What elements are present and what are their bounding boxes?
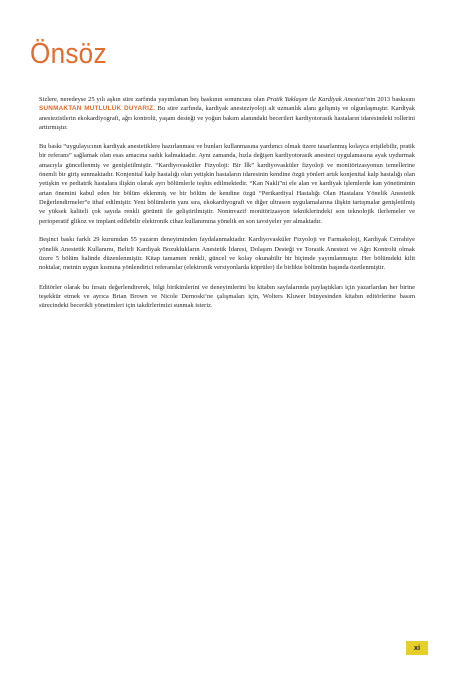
intro-text-start: Sizlere, neredeyse 25 yılı aşkın süre zarfında yayımlanan beş baskının sonuncusu olan — [39, 96, 267, 103]
paragraph-intro — [39, 95, 415, 132]
intro-text-middle: ’nin 2013 baskısını — [364, 96, 415, 103]
paragraph-acknowledgments: Editörler olarak bu fırsatı değerlendirerek, bilgi birikimlerini ve deneyimlerini bu kitabın sayfalarında paylaştıkları için yazarlardan her birine teşekkür etmek ve ayrıca Brian Brown ve Nicole Dernoski’ne çalışmaları için, Wolters Kluwer bünyesinden kitabın editörlerine basım sürecindeki becerikli yönetimleri için takdirlerimizi sunmak isteriz. — [39, 283, 415, 310]
page-title: Önsöz — [30, 38, 107, 70]
intro-text-end: Bu süre zarfında, kardiyak anesteziyoloji alt uzmanlık alanı gelişmiş ve olgunlaşmıştır. Kardiyak anestezistlerin ekokardiyografi, ağrı kontrolü, yaşam desteği ve yoğun bakım alanındaki becerileri kardiyotorasik hastaların idaresindeki rollerini arttırmıştır. — [39, 105, 416, 131]
book-title: Pratik Yaklaşım ile Kardiyak Anestezi — [266, 96, 365, 103]
paragraph-edition-structure: Beşinci baskı farklı 29 kurumdan 55 yazarın deneyiminden faydalanmaktadır. Kardiyovasküler Fizyoloji ve Farmakoloji, Kardiyak Cerrahiye yönelik Anestetik Kullanımı, Belirli Kardiyak Bozuklukların Anestetik İdaresi, Dolaşım Desteği ve Torasik Anestezi ve Ağrı Kontrolü olmak üzere 5 bölüm halinde düzenlenmiştir. Kitap tamamen renkli, güncel ve kolay okunabilir bir biçimde yayımlanmıştır. Her bölümdeki kilit noktalar, metnin uygun kısmına yönlendirici referanslar (elektronik versiyonlarda köprüler) ile birlikte bölümün başında özetlenmiştir. — [39, 236, 415, 272]
preface-body — [39, 95, 415, 320]
page-number-badge: xi — [406, 641, 428, 655]
paragraph-edition-goals: Bu baskı “uygulayıcının kardiyak anestetiklere hazırlanması ve bunları kullanmasına yardımcı olmak üzere tasarlanmış kolayca erişilebilir, pratik bir referans” sağlamak olan esas amacına sadık kalmaktadır. Aynı zamanda, hızla değişen kardiyotorasik anestezi uygulamasına ayak uydurmak amacıyla güncellenmiş ve genişletilmiştir. “Kardiyovasküler Fizyoloji: Bir İlk” kardiyovasküler fizyoloji ve monitörizasyonun temellerine önemli bir giriş sunmaktadır. Konjenital kalp hastalığı olan yetişkin hastaların idaresinin kendine özgü yönleri artık konjenital kalp hastalığı olan yetişkin ve pediatrik hastalara ilişkin olarak ayrı bölümlerle teşhis edilmektedir. “Kan Nakli”ni ele alan ve kardiyak işlemlerde kan yönetiminin artan önemini kabul eden bir bölüm eklenmiş ve bir bölüm de kendine özgü “Perikardiyal Hastalığı Olan Hastalara Yönelik Anestetik Değerlendirmeler”e ithaf edilmiştir. Yeni bölümlerin yanı sıra, ekokardiyografi ve diğer ultrason uygulamalarına ilişkin tartışmalar genişletilmiş ve yüksek kaliteli çok sayıda renkli görüntü ile geliştirilmiştir. Noninvazif monitörizasyon tekniklerindeki son teknolojik ilerlemeler ve perioperatif glikoz ve implant edilebilir elektronik cihaz kullanımına yönelik en son tavsiyeler yer almaktadır. — [39, 143, 415, 225]
highlighted-phrase: SUNMAKTAN MUTLULUK DUYARIZ. — [39, 105, 156, 113]
